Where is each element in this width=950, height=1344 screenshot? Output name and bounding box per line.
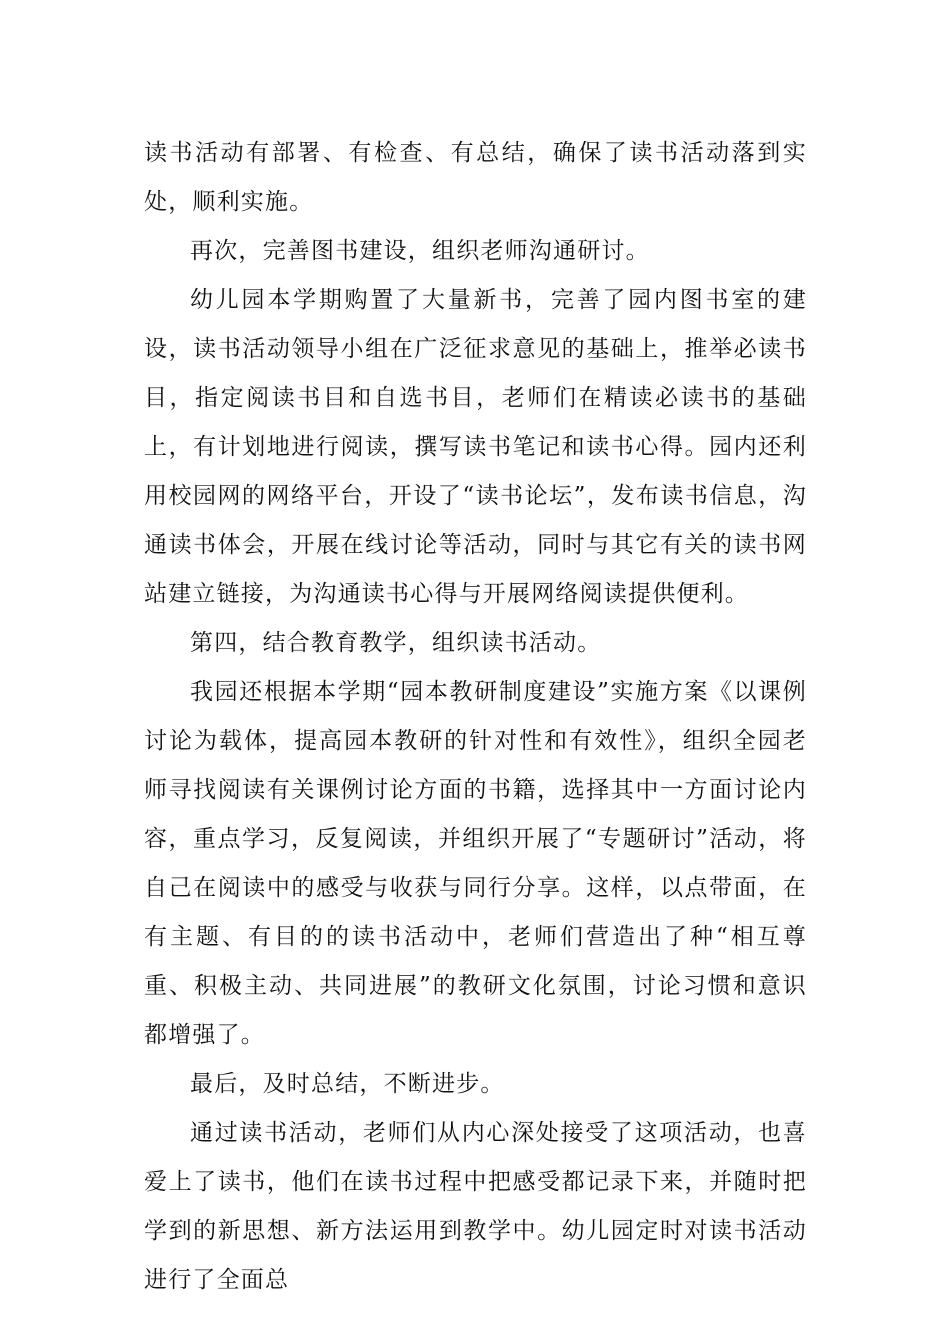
paragraph-heading-fourth: 第四，结合教育教学，组织读书活动。 <box>190 630 602 656</box>
document-page <box>144 129 807 1305</box>
paragraph-heading-last: 最后，及时总结，不断进步。 <box>190 1071 505 1097</box>
paragraph-teaching-reading: 我园还根据本学期“园本教研制度建设”实施方案《以课例讨论为载体，提高园本教研的针对性和有效性》，组织全园老师寻找阅读有关课例讨论方面的书籍，选择其中一方面讨论内容，重点学习，反复阅读，并组织开展了“专题研讨”活动，将自己在阅读中的感受与收获与同行分享。这样，以点带面，在有主题、有目的的读书活动中，老师们营造出了种“相互尊重、积极主动、共同进展”的教研文化氛围，讨论习惯和意识都增强了。 <box>144 679 807 1048</box>
paragraph-book-building: 幼儿园本学期购置了大量新书，完善了园内图书室的建设，读书活动领导小组在广泛征求意见的基础上，推举必读书目，指定阅读书目和自选书目，老师们在精读必读书的基础上，有计划地进行阅读，撰写读书笔记和读书心得。园内还利用校园网的网络平台，开设了“读书论坛”，发布读书信息，沟通读书体会，开展在线讨论等活动，同时与其它有关的读书网站建立链接，为沟通读书心得与开展网络阅读提供便利。 <box>144 287 807 607</box>
paragraph-continued: 读书活动有部署、有检查、有总结，确保了读书活动落到实处，顺利实施。 <box>144 140 807 215</box>
paragraph-heading-third: 再次，完善图书建设，组织老师沟通研讨。 <box>190 238 650 264</box>
paragraph-summary: 通过读书活动，老师们从内心深处接受了这项活动，也喜爱上了读书，他们在读书过程中把感受都记录下来，并随时把学到的新思想、新方法运用到教学中。幼儿园定时对读书活动进行了全面总 <box>144 1120 807 1293</box>
